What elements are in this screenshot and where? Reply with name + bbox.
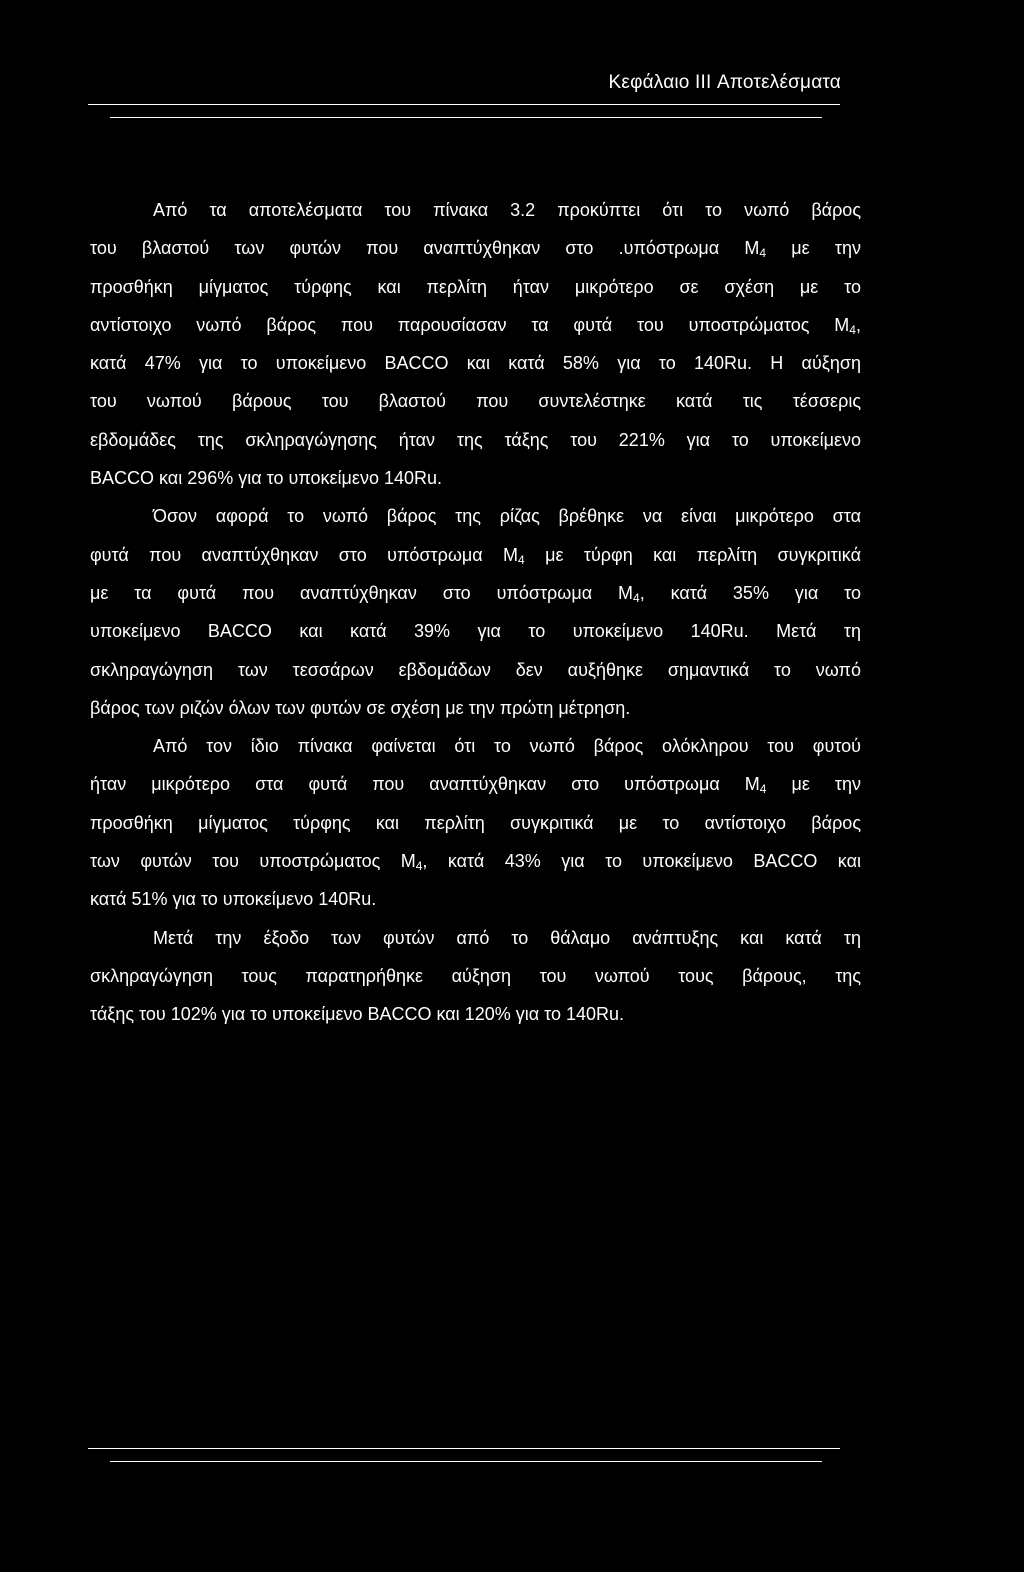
paragraph-hardening (90, 919, 861, 1034)
text-line: εβδομάδες της σκληραγώγησης ήταν της τάξης του 221% για το υποκείμενο (90, 429, 861, 450)
text-line: Όσον αφορά το νωπό βάρος της ρίζας βρέθηκε να είναι μικρότερο στα (153, 506, 861, 527)
text-line: BACCO και 296% για το υποκείμενο 140Ru. (90, 468, 443, 489)
text-line: τάξης του 102% για το υποκείμενο BACCO και 120% για το 140Ru. (90, 1004, 625, 1025)
text-line: προσθήκη μίγματος τύρφης και περλίτη ήταν μικρότερο σε σχέση με το (90, 276, 861, 297)
header-rule-top (88, 104, 840, 105)
text-line: προσθήκη μίγματος τύρφης και περλίτη συγκριτικά με το αντίστοιχο βάρος (90, 812, 861, 833)
text-line: ήταν μικρότερο στα φυτά που αναπτύχθηκαν στο υπόστρωμα $M_4$ με την (90, 774, 861, 797)
chapter-header: Κεφάλαιο III Αποτελέσματα (608, 72, 841, 93)
text-line: με τα φυτά που αναπτύχθηκαν στο υπόστρωμα $M_4$, κατά 35% για το (90, 582, 861, 605)
text-line: υποκείμενο BACCO και κατά 39% για το υποκείμενο 140Ru. Μετά τη (90, 621, 861, 642)
text-line: Μετά την έξοδο των φυτών από το θάλαμο ανάπτυξης και κατά τη (153, 927, 861, 948)
text-line: σκληραγώγηση των τεσσάρων εβδομάδων δεν αυξήθηκε σημαντικά το νωπό (90, 659, 861, 680)
footer-rule-bottom (110, 1461, 822, 1462)
body-text (90, 191, 861, 1034)
header-rule-bottom (110, 117, 822, 118)
text-line: βάρος των ριζών όλων των φυτών σε σχέση με την πρώτη μέτρηση. (90, 697, 631, 718)
text-line: κατά 51% για το υποκείμενο 140Ru. (90, 889, 377, 910)
text-line: Από τον ίδιο πίνακα φαίνεται ότι το νωπό βάρος ολόκληρου του φυτού (153, 736, 861, 757)
text-line: του βλαστού των φυτών που αναπτύχθηκαν στο .υπόστρωμα $M_4$ με την (90, 238, 861, 261)
text-line: του νωπού βάρους του βλαστού που συντελέστηκε κατά τις τέσσερις (90, 391, 861, 412)
text-line: σκληραγώγηση τους παρατηρήθηκε αύξηση του νωπού τους βάρους, της (90, 965, 861, 986)
footer-rule-top (88, 1448, 840, 1449)
text-line: κατά 47% για το υποκείμενο BACCO και κατά 58% για το 140Ru. Η αύξηση (90, 353, 861, 374)
text-line: αντίστοιχο νωπό βάρος που παρουσίασαν τα φυτά του υποστρώματος $M_4$, (90, 314, 861, 337)
text-line: των φυτών του υποστρώματος $M_4$, κατά 43% για το υποκείμενο BACCO και (90, 851, 861, 874)
text-line: φυτά που αναπτύχθηκαν στο υπόστρωμα $M_4$ με τύρφη και περλίτη συγκριτικά (90, 544, 861, 567)
paragraph-shoot-weight (90, 191, 861, 497)
paragraph-root-weight (90, 497, 861, 727)
text-line: Από τα αποτελέσματα του πίνακα 3.2 προκύπτει ότι το νωπό βάρος (153, 200, 861, 220)
paragraph-whole-plant-weight (90, 727, 861, 918)
